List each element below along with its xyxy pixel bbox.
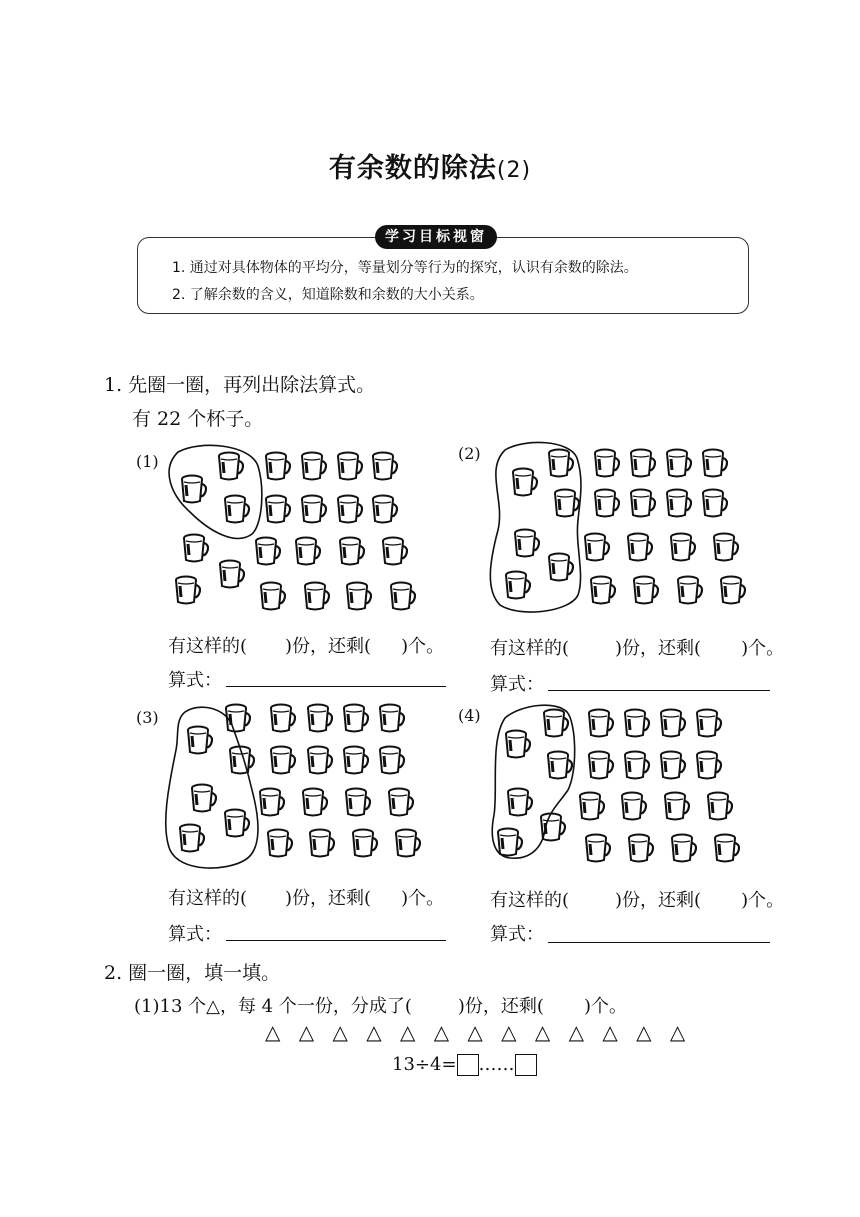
- part-4-label: (4): [458, 706, 481, 725]
- fill-3-a: 有这样的(: [168, 888, 248, 909]
- cup-icon: [343, 745, 369, 779]
- cup-icon: [179, 823, 205, 857]
- page-title: [0, 146, 860, 185]
- formula-label-2: 算式：: [490, 674, 544, 695]
- fill-4-c: )个。: [741, 890, 785, 911]
- cup-icon: [540, 812, 566, 846]
- cup-icon: [255, 536, 281, 570]
- cup-icon: [175, 575, 201, 609]
- fill-2-b: )份，还剩(: [615, 638, 702, 659]
- cup-icon: [301, 494, 327, 528]
- cup-icon: [660, 708, 686, 742]
- cup-icon: [219, 559, 245, 593]
- cup-icon: [579, 791, 605, 825]
- cup-icon: [265, 451, 291, 485]
- cup-icon: [187, 725, 213, 759]
- cup-icon: [588, 750, 614, 784]
- fill-4-b: )份，还剩(: [615, 890, 702, 911]
- cup-icon: [543, 708, 569, 742]
- cup-icon: [270, 703, 296, 737]
- cup-icon: [594, 488, 620, 522]
- part-3-label: (3): [136, 708, 159, 727]
- fill-1-b: )份，还剩(: [285, 636, 372, 657]
- cup-icon: [696, 708, 722, 742]
- question-2-heading: 2. 圈一圈，填一填。: [104, 962, 281, 984]
- cup-icon: [224, 494, 250, 528]
- cup-icon: [270, 745, 296, 779]
- cup-icon: [547, 750, 573, 784]
- fill-row-3: [168, 884, 444, 910]
- formula-input-3[interactable]: [226, 922, 446, 941]
- fill-3-b: )份，还剩(: [285, 888, 372, 909]
- cup-icon: [505, 570, 531, 604]
- cup-icon: [382, 536, 408, 570]
- cup-icon: [548, 448, 574, 482]
- fill-4-a: 有这样的(: [490, 890, 570, 911]
- cup-icon: [512, 467, 538, 501]
- fill-row-1: [168, 632, 444, 658]
- cup-icon: [585, 833, 611, 867]
- question-1-heading: 1. 先圈一圈，再列出除法算式。: [104, 374, 376, 396]
- cup-icon: [307, 703, 333, 737]
- goal-item-2: 2. 了解余数的含义，知道除数和余数的大小关系。: [172, 287, 484, 303]
- cup-icon: [666, 448, 692, 482]
- cup-icon: [260, 581, 286, 615]
- cup-icon: [497, 827, 523, 861]
- cup-icon: [627, 532, 653, 566]
- cup-icon: [714, 833, 740, 867]
- cup-icon: [707, 791, 733, 825]
- cup-icon: [337, 451, 363, 485]
- cup-icon: [191, 783, 217, 817]
- cup-icon: [554, 488, 580, 522]
- cup-icon: [548, 552, 574, 586]
- cup-icon: [388, 787, 414, 821]
- cup-icon: [630, 488, 656, 522]
- cup-icon: [302, 787, 328, 821]
- cup-icon: [295, 536, 321, 570]
- cup-icon: [514, 528, 540, 562]
- cup-icon: [621, 791, 647, 825]
- q2-sub1-c: )个。: [583, 996, 627, 1017]
- part-2-label: (2): [458, 444, 481, 463]
- question-1-intro: 有 22 个杯子。: [132, 408, 264, 430]
- q2-sub1-b: )份，还剩(: [457, 996, 544, 1017]
- cup-icon: [265, 494, 291, 528]
- q2-sub1-a: (1)13 个△，每 4 个一份，分成了(: [134, 996, 412, 1017]
- formula-input-2[interactable]: [548, 672, 770, 691]
- cup-icon: [696, 750, 722, 784]
- remainder-box[interactable]: [515, 1054, 537, 1076]
- cup-icon: [713, 532, 739, 566]
- part-1-label: (1): [136, 452, 159, 471]
- cup-icon: [624, 750, 650, 784]
- cup-icon: [304, 581, 330, 615]
- cup-icon: [624, 708, 650, 742]
- cup-icon: [218, 451, 244, 485]
- equation-text: 13÷4=: [392, 1054, 457, 1075]
- cup-icon: [670, 532, 696, 566]
- learning-goals-badge: 学习目标视窗: [375, 225, 497, 249]
- fill-row-4: [490, 886, 784, 912]
- question-2-sub1: [134, 992, 627, 1018]
- title-number: (2): [496, 158, 532, 183]
- cup-icon: [660, 750, 686, 784]
- cup-icon: [224, 808, 250, 842]
- cup-icon: [346, 581, 372, 615]
- cup-icon: [309, 828, 335, 862]
- formula-label-3: 算式：: [168, 924, 222, 945]
- cup-icon: [507, 787, 533, 821]
- cup-icon: [630, 448, 656, 482]
- formula-label-1: 算式：: [168, 670, 222, 691]
- cup-icon: [259, 787, 285, 821]
- cup-icon: [702, 448, 728, 482]
- cup-icon: [590, 575, 616, 609]
- goal-item-1: 1. 通过对具体物体的平均分，等量划分等行为的探究，认识有余数的除法。: [172, 260, 638, 276]
- cup-icon: [677, 575, 703, 609]
- cup-icon: [505, 729, 531, 763]
- cup-icon: [395, 828, 421, 862]
- cup-icon: [307, 745, 333, 779]
- fill-2-c: )个。: [741, 638, 785, 659]
- cup-icon: [720, 575, 746, 609]
- cup-icon: [337, 494, 363, 528]
- cup-icon: [345, 787, 371, 821]
- formula-label-4: 算式：: [490, 924, 544, 945]
- cup-icon: [225, 703, 251, 737]
- cup-icon: [628, 833, 654, 867]
- fill-3-c: )个。: [401, 888, 445, 909]
- cup-icon: [379, 745, 405, 779]
- cup-icon: [267, 828, 293, 862]
- triangle-row[interactable]: △ △ △ △ △ △ △ △ △ △ △ △ △: [265, 1020, 692, 1044]
- cup-icon: [702, 488, 728, 522]
- cup-icon: [390, 581, 416, 615]
- fill-1-a: 有这样的(: [168, 636, 248, 657]
- cup-icon: [584, 532, 610, 566]
- cup-icon: [183, 533, 209, 567]
- title-text: 有余数的除法: [328, 153, 497, 184]
- cup-icon: [588, 708, 614, 742]
- cup-icon: [671, 833, 697, 867]
- division-equation: [392, 1054, 537, 1076]
- fill-1-c: )个。: [401, 636, 445, 657]
- cup-icon: [181, 474, 207, 508]
- cup-icon: [343, 703, 369, 737]
- equation-dots: ……: [478, 1054, 515, 1075]
- cup-icon: [633, 575, 659, 609]
- cup-icon: [301, 451, 327, 485]
- cup-icon: [352, 828, 378, 862]
- cup-icon: [372, 494, 398, 528]
- quotient-box[interactable]: [457, 1054, 479, 1076]
- fill-row-2: [490, 634, 784, 660]
- cup-icon: [339, 536, 365, 570]
- fill-2-a: 有这样的(: [490, 638, 570, 659]
- cup-icon: [666, 488, 692, 522]
- formula-input-4[interactable]: [548, 924, 770, 943]
- cup-icon: [372, 451, 398, 485]
- cup-icon: [594, 448, 620, 482]
- cup-icon: [229, 745, 255, 779]
- cup-icon: [664, 791, 690, 825]
- formula-input-1[interactable]: [226, 668, 446, 687]
- cup-icon: [379, 703, 405, 737]
